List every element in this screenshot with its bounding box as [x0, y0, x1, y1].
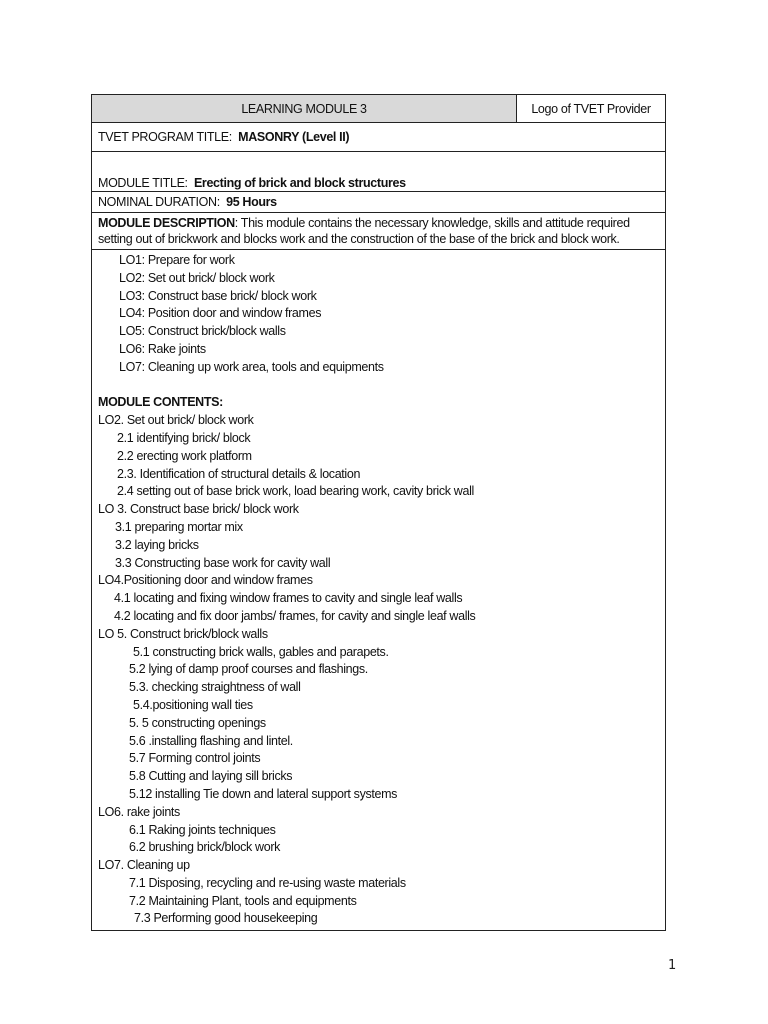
content-subitem: 7.1 Disposing, recycling and re-using waste materials — [129, 875, 406, 890]
spacer — [98, 377, 659, 395]
content-subitem: 5. 5 constructing openings — [129, 715, 266, 730]
duration-label: NOMINAL DURATION: — [98, 195, 220, 209]
content-subitem: 2.4 setting out of base brick work, load bearing work, cavity brick wall — [117, 484, 474, 499]
content-section-title: LO6. rake joints — [98, 804, 180, 819]
content-section-title: LO2. Set out brick/ block work — [98, 413, 254, 428]
learning-outcome-item: LO7: Cleaning up work area, tools and equipments — [119, 359, 384, 374]
learning-outcome-item: LO3: Construct base brick/ block work — [119, 288, 317, 303]
description-text: : This module contains the necessary knowledge, skills and attitude required setting out of brickwork and blocks work and the construction of the base of the brick and block work. — [98, 216, 630, 246]
program-title-label: TVET PROGRAM TITLE: — [98, 130, 232, 144]
content-subitem: 7.2 Maintaining Plant, tools and equipments — [129, 893, 357, 908]
content-subitem: 2.3. Identification of structural details & location — [117, 466, 361, 481]
content-section-title: LO 5. Construct brick/block walls — [98, 626, 268, 641]
duration-value: 95 Hours — [226, 195, 277, 209]
content-section-title: LO 3. Construct base brick/ block work — [98, 502, 299, 517]
module-table — [91, 94, 666, 931]
module-title-cell — [92, 152, 666, 192]
learning-outcome-item: LO5: Construct brick/block walls — [119, 324, 286, 339]
content-subitem: 3.2 laying bricks — [115, 537, 199, 552]
content-subitem: 3.3 Constructing base work for cavity wall — [115, 555, 331, 570]
content-section-title: LO4.Positioning door and window frames — [98, 573, 313, 588]
duration-row — [92, 192, 666, 213]
learning-outcome-item: LO1: Prepare for work — [119, 253, 235, 267]
description-cell — [92, 213, 666, 250]
content-subitem: 5.7 Forming control joints — [129, 751, 261, 766]
content-subitem: 5.4.positioning wall ties — [133, 697, 253, 712]
logo-placeholder-cell: Logo of TVET Provider — [517, 95, 666, 123]
content-subitem: 6.1 Raking joints techniques — [129, 822, 276, 837]
content-subitem: 2.2 erecting work platform — [117, 448, 252, 463]
module-number-cell: LEARNING MODULE 3 — [92, 95, 517, 123]
content-cell — [92, 250, 666, 931]
module-title-label: MODULE TITLE: — [98, 176, 188, 190]
content-subitem: 4.1 locating and fixing window frames to cavity and single leaf walls — [114, 591, 463, 606]
page-number: 1 — [668, 958, 677, 973]
description-row — [92, 213, 666, 250]
module-title-row — [92, 152, 666, 192]
content-section-title: LO7. Cleaning up — [98, 858, 190, 873]
program-title-cell — [92, 123, 666, 152]
learning-outcome-item: LO4: Position door and window frames — [119, 306, 322, 321]
description-label: MODULE DESCRIPTION — [98, 216, 235, 230]
content-row — [92, 250, 666, 931]
learning-outcome-item: LO6: Rake joints — [119, 341, 206, 356]
learning-outcome-item: LO2: Set out brick/ block work — [119, 270, 275, 285]
learning-outcomes-list — [98, 252, 659, 377]
content-subitem: 4.2 locating and fix door jambs/ frames, for cavity and single leaf walls — [114, 608, 476, 623]
header-row — [92, 95, 666, 123]
content-subitem: 2.1 identifying brick/ block — [117, 430, 251, 445]
content-subitem: 3.1 preparing mortar mix — [115, 519, 243, 534]
content-subitem: 5.1 constructing brick walls, gables and parapets. — [133, 644, 389, 659]
duration-cell — [92, 192, 666, 213]
content-subitem: 5.6 .installing flashing and lintel. — [129, 733, 293, 748]
program-title-value: MASONRY (Level II) — [238, 130, 350, 144]
content-subitem: 5.3. checking straightness of wall — [129, 680, 301, 695]
program-row — [92, 123, 666, 152]
content-subitem: 5.12 installing Tie down and lateral support systems — [129, 786, 398, 801]
content-subitem: 5.2 lying of damp proof courses and flashings. — [129, 662, 368, 677]
module-title-value: Erecting of brick and block structures — [193, 176, 406, 190]
content-subitem: 7.3 Performing good housekeeping — [134, 911, 318, 926]
contents-heading: MODULE CONTENTS: — [98, 395, 223, 410]
content-subitem: 5.8 Cutting and laying sill bricks — [129, 769, 293, 784]
content-subitem: 6.2 brushing brick/block work — [129, 840, 281, 855]
